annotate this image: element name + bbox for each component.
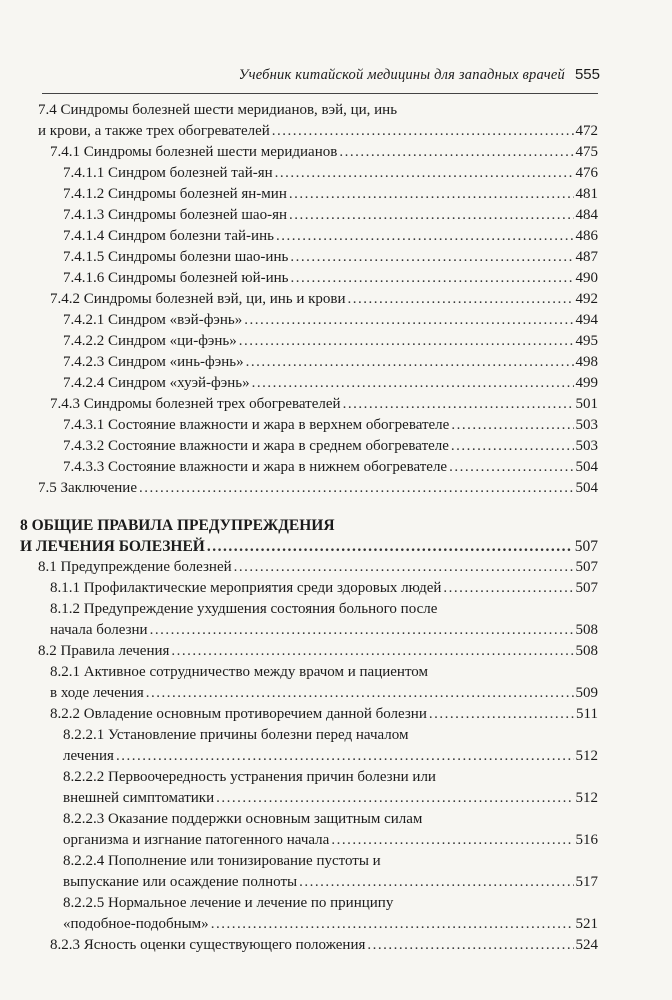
toc-entry-line: [63, 331, 598, 352]
toc-entry-line: [63, 851, 598, 872]
toc-entry-line: [63, 163, 598, 184]
toc-entry-page: 494: [575, 312, 598, 328]
toc-entry-line: [63, 310, 598, 331]
dot-leader: [150, 620, 574, 641]
dot-leader: [443, 578, 573, 599]
toc-entry-page: 484: [575, 207, 598, 223]
toc-entry-line: [50, 704, 598, 725]
dot-leader: [116, 746, 574, 767]
dot-leader: [451, 436, 574, 457]
dot-leader: [339, 142, 573, 163]
toc-entry: [50, 662, 598, 704]
toc-entry-page: 492: [575, 291, 598, 307]
toc-entry-title: лечения: [63, 748, 114, 764]
toc-entry: [50, 935, 598, 956]
toc-entry-page: 503: [575, 438, 598, 454]
toc-entry-title: 7.4.1.6 Синдромы болезней юй-инь: [63, 270, 289, 286]
toc-entry-title: 8.2.1 Активное сотрудничество между врачом и пациентом: [50, 664, 429, 680]
toc-entry-page: 504: [575, 480, 598, 496]
toc-entry-page: 499: [575, 375, 598, 391]
toc-entry-line: [50, 289, 598, 310]
toc-chapter-entry: [20, 515, 598, 557]
dot-leader: [207, 536, 573, 557]
toc-entry-title: 7.4.3.2 Состояние влажности и жара в среднем обогревателе: [63, 438, 449, 454]
toc-entry-page: 508: [575, 622, 598, 638]
dot-leader: [171, 641, 573, 662]
toc-entry: [63, 415, 598, 436]
toc-entry-title: 7.4.1.2 Синдромы болезней ян-мин: [63, 186, 287, 202]
dot-leader: [239, 331, 574, 352]
toc-entry-line: [63, 226, 598, 247]
toc-entry: [38, 100, 598, 142]
toc-entry-title: 7.4 Синдромы болезней шести меридианов, вэй, ци, инь: [38, 102, 398, 118]
toc-entry-title: 7.4.2.2 Синдром «ци-фэнь»: [63, 333, 237, 349]
toc-entry-line: [63, 373, 598, 394]
toc-entry-line: [63, 914, 598, 935]
toc-entry-title: 7.4.2.3 Синдром «инь-фэнь»: [63, 354, 244, 370]
dot-leader: [146, 683, 574, 704]
toc-entry: [63, 205, 598, 226]
toc-entry-line: [63, 788, 598, 809]
table-of-contents: [0, 100, 672, 956]
dot-leader: [246, 352, 574, 373]
toc-entry-title: 8 ОБЩИЕ ПРАВИЛА ПРЕДУПРЕЖДЕНИЯ: [20, 517, 335, 534]
dot-leader: [367, 935, 573, 956]
toc-entry: [63, 457, 598, 478]
dot-leader: [348, 289, 574, 310]
toc-entry-page: 511: [576, 706, 598, 722]
toc-entry-page: 475: [575, 144, 598, 160]
toc-entry: [50, 578, 598, 599]
toc-entry-title: 7.4.1.3 Синдромы болезней шао-ян: [63, 207, 288, 223]
toc-entry-line: [63, 830, 598, 851]
toc-entry-title: организма и изгнание патогенного начала: [63, 832, 330, 848]
toc-entry-title: 7.4.2.1 Синдром «вэй-фэнь»: [63, 312, 243, 328]
toc-entry-line: [63, 809, 598, 830]
toc-entry: [63, 352, 598, 373]
dot-leader: [272, 121, 574, 142]
toc-entry-title: 8.2.2.1 Установление причины болезни перед началом: [63, 727, 409, 743]
toc-entry-line: [50, 578, 598, 599]
dot-leader: [275, 163, 574, 184]
toc-entry: [63, 226, 598, 247]
toc-entry-line: [38, 641, 598, 662]
toc-entry-line: [63, 725, 598, 746]
toc-entry-page: 490: [575, 270, 598, 286]
toc-entry-title: 8.2.2.3 Оказание поддержки основным защитным силам: [63, 811, 423, 827]
toc-entry: [63, 767, 598, 809]
toc-entry: [63, 310, 598, 331]
toc-entry-line: [20, 536, 598, 557]
toc-entry-line: [50, 599, 598, 620]
toc-entry: [50, 704, 598, 725]
toc-entry-page: 504: [575, 459, 598, 475]
toc-entry-line: [50, 683, 598, 704]
toc-entry-title: 8.2.2 Овладение основным противоречием данной болезни: [50, 706, 427, 722]
toc-entry-title: 8.2.3 Ясность оценки существующего положения: [50, 937, 366, 953]
dot-leader: [449, 457, 573, 478]
toc-entry-line: [50, 394, 598, 415]
toc-entry-line: [63, 415, 598, 436]
toc-entry-title: выпускание или осаждение полноты: [63, 874, 298, 890]
toc-entry-page: 512: [575, 748, 598, 764]
toc-entry-title: 7.4.1.1 Синдром болезней тай-ян: [63, 165, 273, 181]
toc-entry: [63, 436, 598, 457]
header-rule: [42, 93, 598, 94]
toc-entry-title: 7.4.2.4 Синдром «хуэй-фэнь»: [63, 375, 250, 391]
toc-entry-title: 8.1.1 Профилактические мероприятия среди здоровых людей: [50, 580, 442, 596]
toc-entry-title: 7.4.1.5 Синдромы болезни шао-инь: [63, 249, 289, 265]
toc-entry-title: 8.1.2 Предупреждение ухудшения состояния больного после: [50, 601, 438, 617]
toc-entry-line: [63, 184, 598, 205]
toc-entry-line: [38, 557, 598, 578]
toc-entry-page: 524: [575, 937, 598, 953]
toc-entry-title: и крови, а также трех обогревателей: [38, 123, 270, 139]
toc-entry-page: 486: [575, 228, 598, 244]
toc-entry: [38, 478, 598, 499]
toc-entry: [38, 641, 598, 662]
toc-entry-title: 7.4.1.4 Синдром болезни тай-инь: [63, 228, 274, 244]
toc-entry-title: начала болезни: [50, 622, 148, 638]
dot-leader: [139, 478, 574, 499]
toc-entry: [63, 893, 598, 935]
toc-entry-page: 472: [575, 123, 598, 139]
toc-entry-page: 487: [575, 249, 598, 265]
toc-entry-title: 7.4.1 Синдромы болезней шести меридианов: [50, 144, 338, 160]
toc-entry: [63, 809, 598, 851]
toc-entry: [50, 394, 598, 415]
toc-entry-line: [38, 478, 598, 499]
running-header: [0, 66, 600, 84]
toc-entry-line: [50, 620, 598, 641]
dot-leader: [289, 184, 574, 205]
toc-entry-title: 8.2.2.5 Нормальное лечение и лечение по принципу: [63, 895, 394, 911]
dot-leader: [331, 830, 573, 851]
toc-entry-line: [63, 247, 598, 268]
toc-entry-title: 7.4.3.1 Состояние влажности и жара в верхнем обогревателе: [63, 417, 450, 433]
toc-entry-page: 498: [575, 354, 598, 370]
toc-entry-title: внешней симптоматики: [63, 790, 215, 806]
toc-entry-line: [63, 205, 598, 226]
toc-entry-line: [63, 872, 598, 893]
toc-entry-line: [50, 662, 598, 683]
toc-entry-title: «подобное-подобным»: [63, 916, 209, 932]
toc-entry: [63, 331, 598, 352]
toc-entry-line: [63, 436, 598, 457]
toc-entry-title: 8.2.2.4 Пополнение или тонизирование пустоты и: [63, 853, 381, 869]
toc-entry: [63, 268, 598, 289]
toc-entry-page: 509: [575, 685, 598, 701]
toc-entry: [63, 373, 598, 394]
dot-leader: [211, 914, 574, 935]
dot-leader: [343, 394, 574, 415]
toc-entry-line: [20, 515, 598, 536]
toc-entry-title: 7.4.3 Синдромы болезней трех обогревателей: [50, 396, 341, 412]
toc-entry-page: 501: [575, 396, 598, 412]
toc-entry-page: 521: [575, 916, 598, 932]
toc-entry-line: [63, 767, 598, 788]
toc-entry-page: 503: [575, 417, 598, 433]
toc-entry-page: 517: [575, 874, 598, 890]
toc-entry-page: 495: [575, 333, 598, 349]
toc-entry: [50, 289, 598, 310]
dot-leader: [289, 205, 573, 226]
toc-entry-title: 7.4.2 Синдромы болезней вэй, ци, инь и крови: [50, 291, 346, 307]
dot-leader: [252, 373, 574, 394]
toc-entry-page: 507: [575, 559, 598, 575]
toc-entry-page: 507: [575, 580, 598, 596]
page-number: 555: [574, 66, 600, 83]
toc-entry: [63, 247, 598, 268]
dot-leader: [276, 226, 574, 247]
toc-entry-page: 476: [575, 165, 598, 181]
toc-entry-title: 8.1 Предупреждение болезней: [38, 559, 232, 575]
dot-leader: [291, 268, 574, 289]
toc-entry: [50, 599, 598, 641]
toc-entry-page: 508: [575, 643, 598, 659]
toc-entry-title: 7.4.3.3 Состояние влажности и жара в нижнем обогревателе: [63, 459, 448, 475]
dot-leader: [299, 872, 573, 893]
toc-entry-line: [38, 121, 598, 142]
toc-entry: [63, 184, 598, 205]
toc-entry: [38, 557, 598, 578]
dot-leader: [290, 247, 573, 268]
toc-entry-line: [63, 457, 598, 478]
dot-leader: [429, 704, 574, 725]
toc-entry-line: [38, 100, 598, 121]
toc-entry-line: [63, 352, 598, 373]
running-header-title: Учебник китайской медицины для западных врачей: [238, 67, 565, 83]
toc-entry-line: [50, 935, 598, 956]
toc-entry-page: 512: [575, 790, 598, 806]
toc-entry-title: в ходе лечения: [50, 685, 144, 701]
toc-entry-line: [63, 268, 598, 289]
toc-entry-line: [50, 142, 598, 163]
dot-leader: [234, 557, 574, 578]
toc-entry-line: [63, 746, 598, 767]
toc-entry: [63, 851, 598, 893]
toc-entry-line: [63, 893, 598, 914]
toc-entry-title: И ЛЕЧЕНИЯ БОЛЕЗНЕЙ: [20, 538, 205, 555]
toc-entry-title: 7.5 Заключение: [38, 480, 137, 496]
dot-leader: [216, 788, 573, 809]
toc-entry-page: 481: [575, 186, 598, 202]
toc-entry-title: 8.2.2.2 Первоочередность устранения причин болезни или: [63, 769, 436, 785]
toc-entry-page: 516: [575, 832, 598, 848]
toc-entry: [63, 725, 598, 767]
dot-leader: [451, 415, 573, 436]
toc-entry-title: 8.2 Правила лечения: [38, 643, 170, 659]
dot-leader: [244, 310, 573, 331]
toc-entry: [63, 163, 598, 184]
toc-entry: [50, 142, 598, 163]
toc-entry-page: 507: [574, 538, 598, 555]
